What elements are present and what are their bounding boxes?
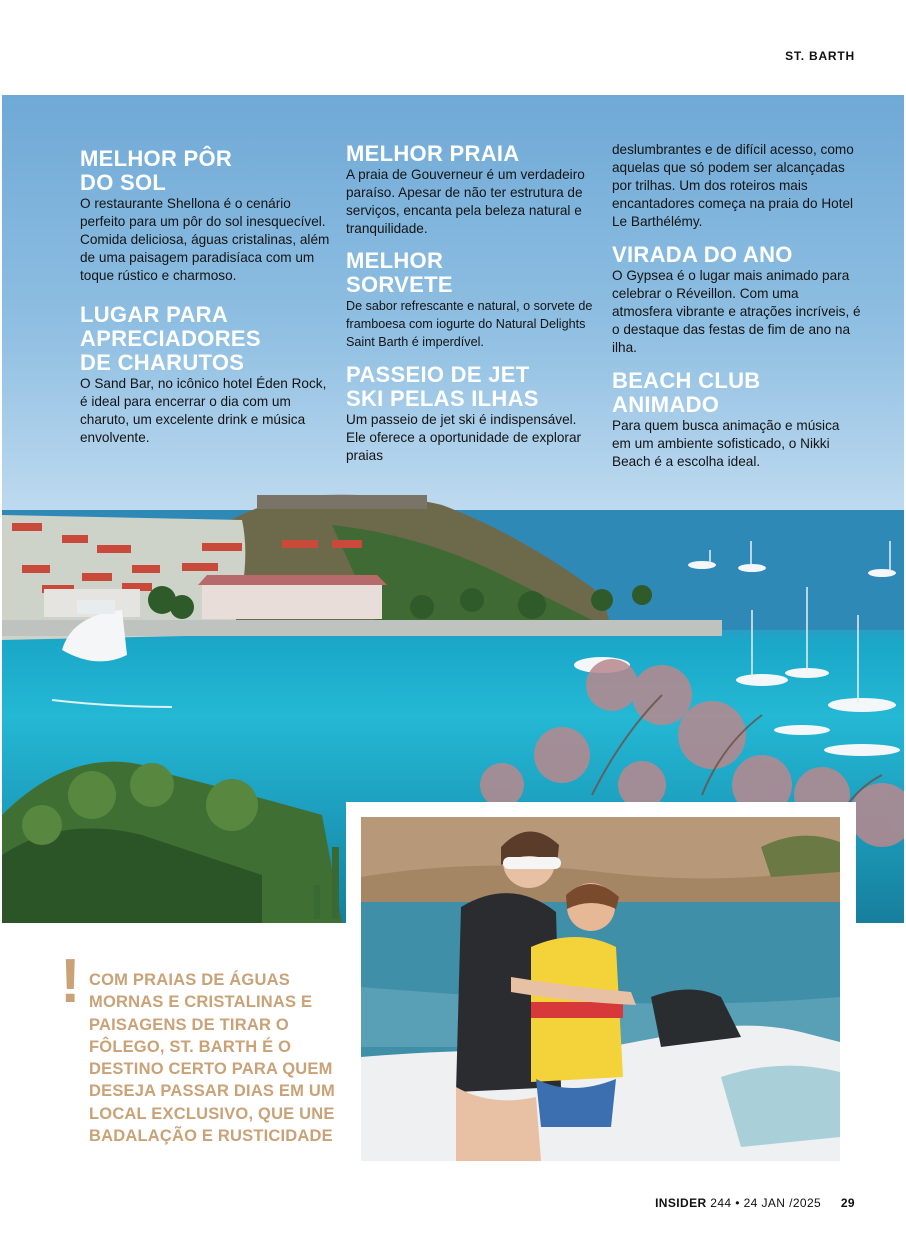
pull-quote: COM PRAIAS DE ÁGUAS MORNAS E CRISTALINAS E PAISAGENS DE TIRAR O FÔLEGO, ST. BARTH É O DESTINO CERTO PARA QUEM DESEJA PASSAR DIAS EM UM LOCAL EXCLUSIVO, QUE UNE BADALAÇÃO E RUSTICIDADE <box>89 971 335 1146</box>
heading-line: MELHOR PRAIA <box>346 141 520 166</box>
heading-beach-club <box>612 369 862 417</box>
heading-line: PASSEIO DE JET <box>346 362 530 387</box>
heading-charutos <box>80 303 330 375</box>
heading-line: SKI PELAS ILHAS <box>346 386 539 411</box>
heading-virada-do-ano <box>612 243 862 267</box>
heading-line: APRECIADORES <box>80 326 261 351</box>
heading-melhor-por-do-sol <box>80 147 330 195</box>
body-melhor-praia: A praia de Gouverneur é um verdadeiro paraíso. Apesar de não ter estrutura de serviços, encanta pela beleza natural e tranquilidade. <box>346 167 585 236</box>
heading-line: VIRADA DO ANO <box>612 242 793 267</box>
body-charutos: O Sand Bar, no icônico hotel Éden Rock, é ideal para encerrar o dia com um charuto, um excelente drink e música envolvente. <box>80 376 327 445</box>
exclamation-icon: ! <box>60 947 81 1016</box>
body-melhor-por-do-sol: O restaurante Shellona é o cenário perfeito para um pôr do sol inesquecível. Comida deliciosa, águas cristalinas, além de uma paisagem paradisíaca com um toque rústico e charmoso. <box>80 196 330 283</box>
heading-line: BEACH CLUB <box>612 368 761 393</box>
body-beach-club: Para quem busca animação e música em um ambiente sofisticado, o Nikki Beach é a escolha ideal. <box>612 418 840 469</box>
heading-line: DE CHARUTOS <box>80 350 245 375</box>
section-label: ST. BARTH <box>785 49 855 63</box>
body-jet-ski: Um passeio de jet ski é indispensável. Ele oferece a oportunidade de explorar praias <box>346 412 582 463</box>
page-number: 29 <box>840 1196 855 1210</box>
footer-separator: • <box>735 1196 740 1210</box>
column-2 <box>346 142 596 465</box>
heading-melhor-sorvete <box>346 249 596 297</box>
heading-line: LUGAR PARA <box>80 302 229 327</box>
jet-ski-photo <box>361 817 840 1161</box>
issue-date: 24 JAN /2025 <box>743 1196 822 1210</box>
heading-line: SORVETE <box>346 272 453 297</box>
heading-line: MELHOR <box>346 248 444 273</box>
heading-line: ANIMADO <box>612 392 720 417</box>
magazine-name: INSIDER <box>655 1196 707 1210</box>
heading-line: DO SOL <box>80 170 167 195</box>
column-3 <box>612 141 862 471</box>
heading-jet-ski <box>346 363 596 411</box>
hero-photo <box>2 95 904 923</box>
page-footer <box>655 1196 855 1210</box>
body-melhor-sorvete: De sabor refrescante e natural, o sorvete de framboesa com iogurte do Natural Delights Saint Barth é imperdível. <box>346 299 593 349</box>
body-jet-ski-continued: deslumbrantes e de difícil acesso, como aquelas que só podem ser alcançadas por trilhas. Um dos roteiros mais encantadores começa na praia do Hotel Le Barthélémy. <box>612 142 854 229</box>
column-1 <box>80 147 330 447</box>
body-virada-do-ano: O Gypsea é o lugar mais animado para celebrar o Réveillon. Com uma atmosfera vibrante e atrações incríveis, é o destaque das festas de fim de ano na ilha. <box>612 268 861 355</box>
jet-ski-illustration <box>361 817 840 1161</box>
issue-number: 244 <box>710 1196 732 1210</box>
heading-line: MELHOR PÔR <box>80 146 233 171</box>
heading-melhor-praia <box>346 142 596 166</box>
